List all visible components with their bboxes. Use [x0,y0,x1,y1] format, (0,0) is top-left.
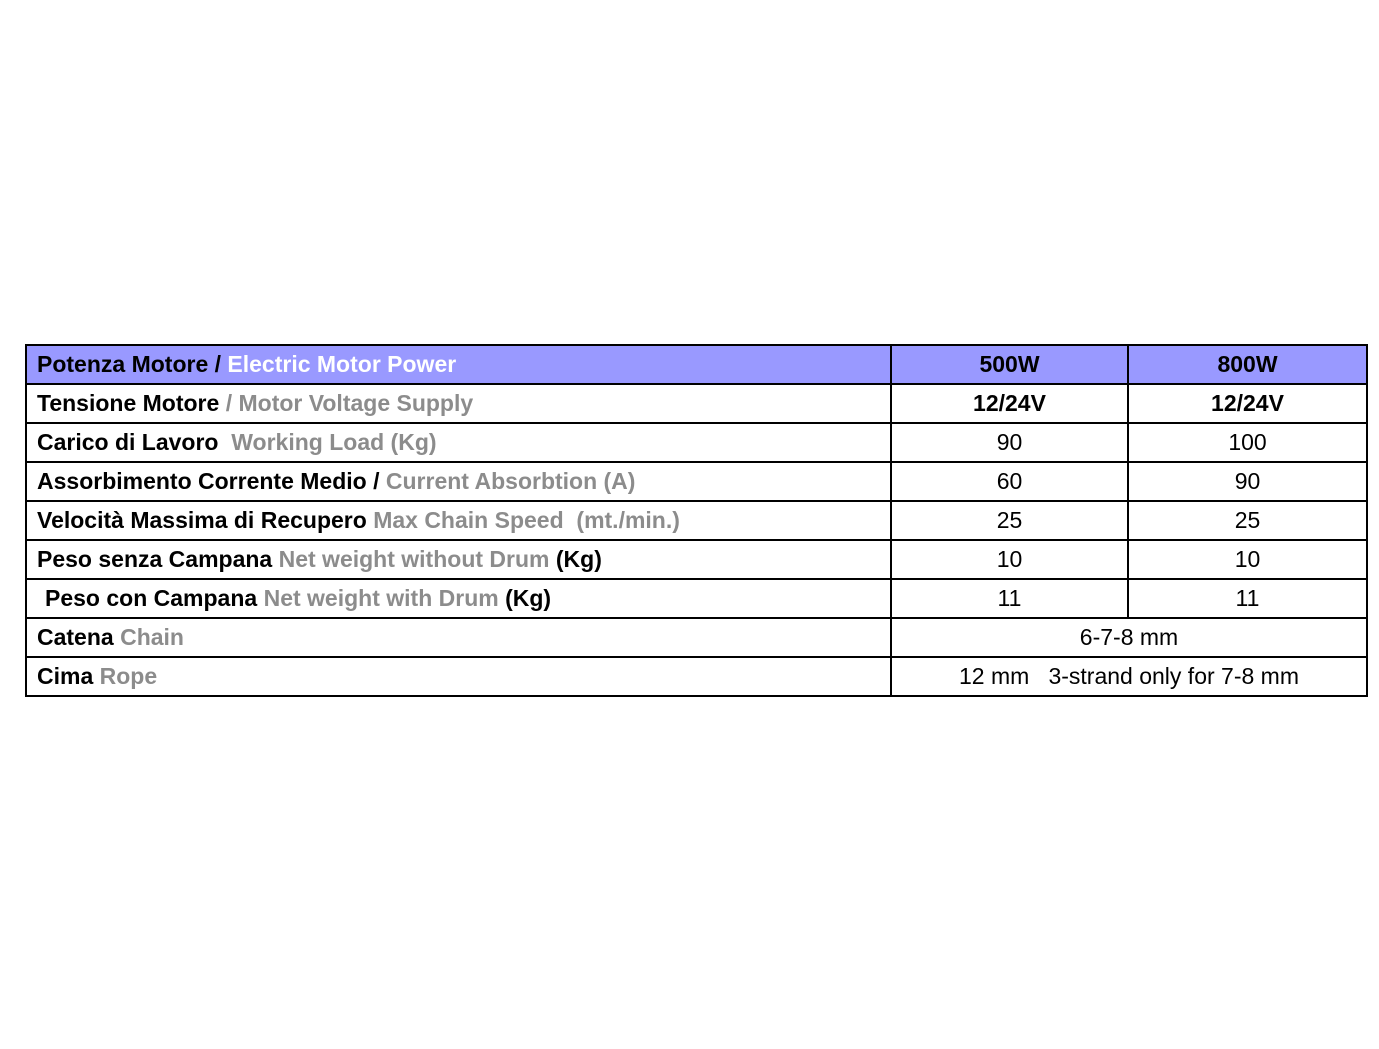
value-500w: 12/24V [891,384,1128,423]
label-it: Tensione Motore [37,390,220,416]
row-label-cell [26,579,891,618]
label-it: Catena [37,624,114,650]
label-it: Peso con Campana [45,585,258,611]
row-label-cell [26,462,891,501]
label-en: Net weight with Drum [263,585,499,611]
label-it: Peso senza Campana [37,546,273,572]
label-it: Assorbimento Corrente Medio [37,468,367,494]
label-en: Rope [99,663,158,689]
label-unit: (Kg) [505,585,552,611]
header-col-800w: 800W [1128,345,1367,384]
row-label-cell [26,384,891,423]
value-800w: 11 [1128,579,1367,618]
row-label-cell [26,540,891,579]
table-row [26,462,1367,501]
value-800w: 25 [1128,501,1367,540]
table-row [26,384,1367,423]
value-800w: 90 [1128,462,1367,501]
label-it: Carico di Lavoro [37,429,219,455]
value-500w: 25 [891,501,1128,540]
label-it: Velocità Massima di Recupero [37,507,367,533]
header-label-cell [26,345,891,384]
value-800w: 100 [1128,423,1367,462]
label-unit: (mt./min.) [576,507,680,533]
value-800w: 10 [1128,540,1367,579]
table-row [26,501,1367,540]
value-shared: 12 mm 3-strand only for 7-8 mm [891,657,1367,696]
table-row [26,540,1367,579]
label-it: Potenza Motore [37,351,209,377]
label-en: Electric Motor Power [227,351,457,377]
value-800w: 12/24V [1128,384,1367,423]
value-500w: 11 [891,579,1128,618]
label-unit: (Kg) [555,546,602,572]
table-row [26,657,1367,696]
table-row [26,618,1367,657]
value-500w: 10 [891,540,1128,579]
label-separator: / [208,351,228,377]
row-label-cell [26,501,891,540]
row-label-cell [26,423,891,462]
label-en: Max Chain Speed [373,507,564,533]
label-en: Current Absorbtion (A) [385,468,636,494]
label-en: Motor Voltage Supply [238,390,474,416]
label-separator: / [366,468,386,494]
row-label-cell [26,618,891,657]
label-en: Net weight without Drum [278,546,550,572]
header-col-500w: 500W [891,345,1128,384]
value-shared: 6-7-8 mm [891,618,1367,657]
table-row [26,579,1367,618]
label-separator: / [219,390,239,416]
label-en: Working Load (Kg) [231,429,437,455]
label-it: Cima [37,663,94,689]
value-500w: 90 [891,423,1128,462]
spec-table [25,344,1368,697]
header-row [26,345,1367,384]
value-500w: 60 [891,462,1128,501]
table-row [26,423,1367,462]
label-en: Chain [120,624,184,650]
row-label-cell [26,657,891,696]
